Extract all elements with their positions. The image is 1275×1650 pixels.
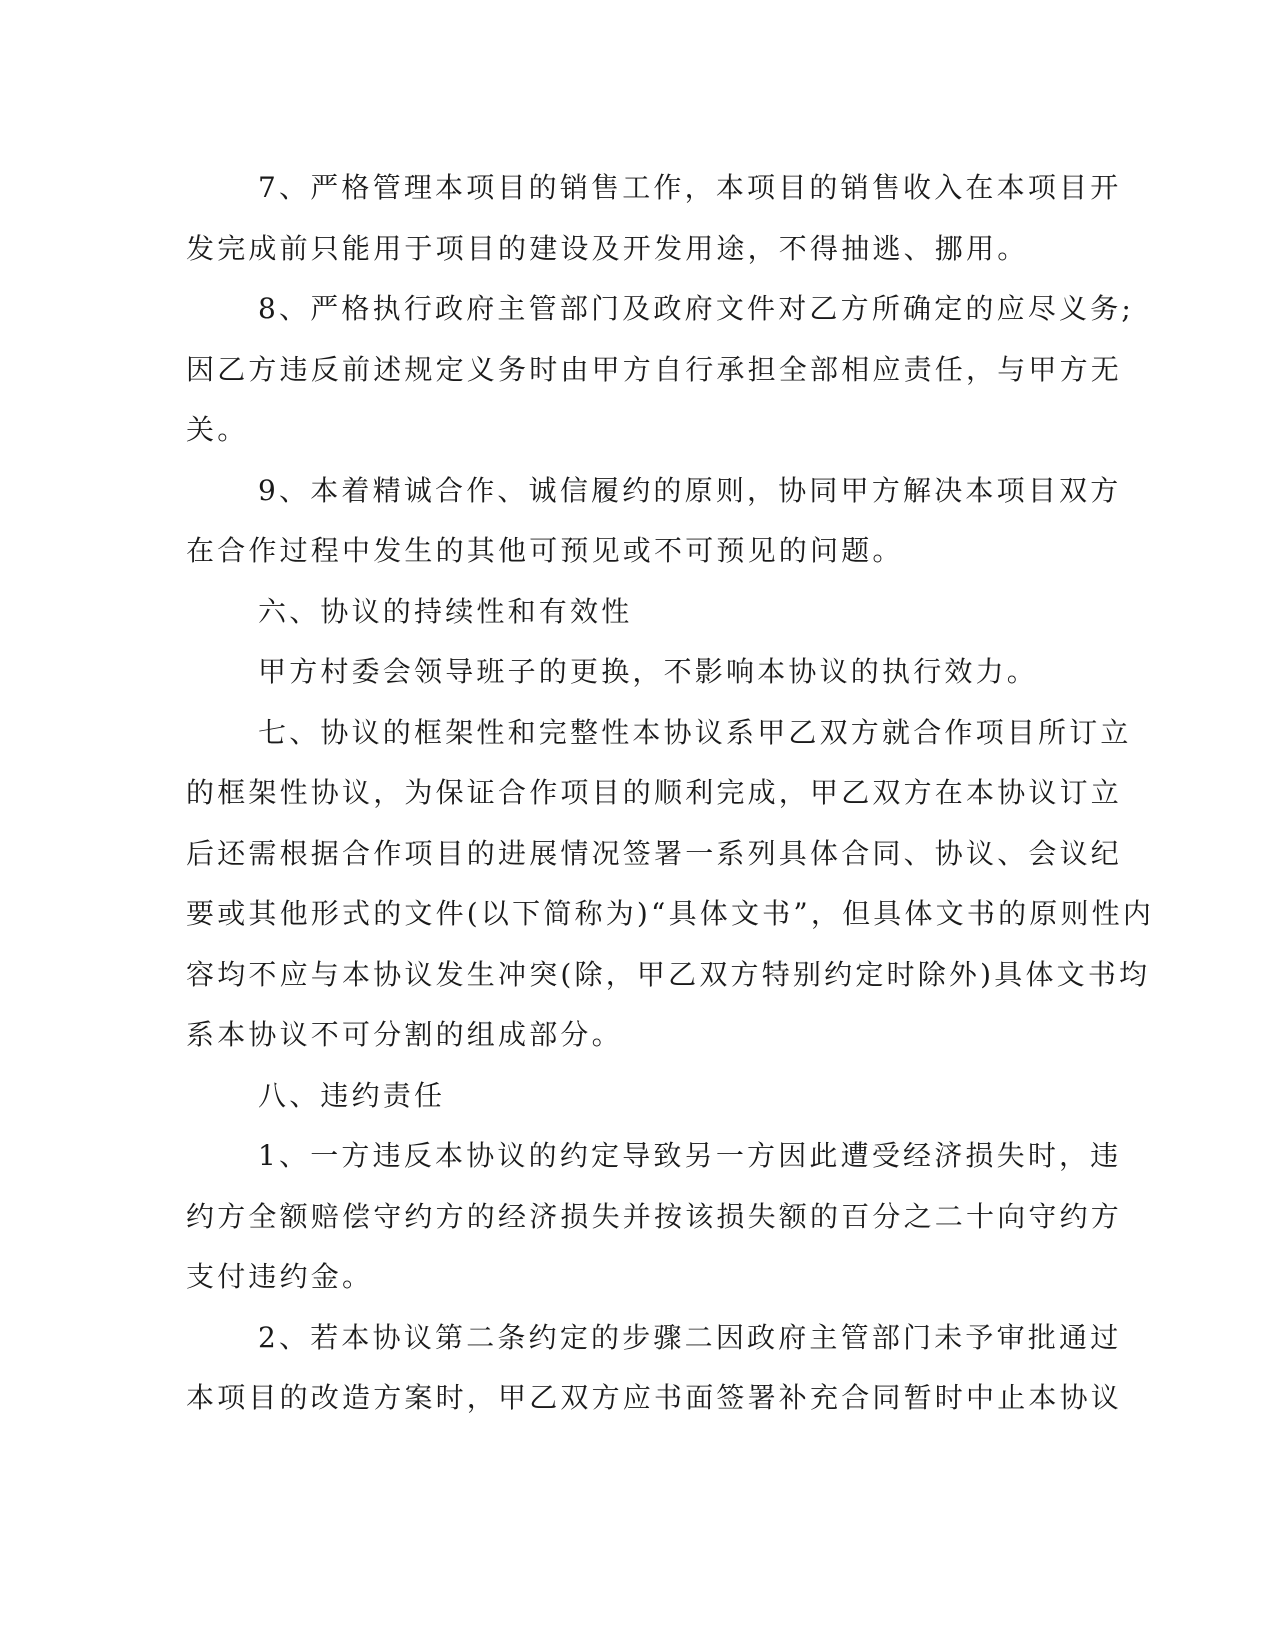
section-8-heading [186,1066,1062,1127]
section-heading: 八、违约责任 [258,1078,446,1112]
paragraph-item-7 [186,158,1122,279]
paragraph-section-8-item-1 [186,1126,1123,1308]
text-line: 8、严格执行政府主管部门及政府文件对乙方所确定的应尽义务; [258,292,1135,325]
text-line: 系本协议不可分割的组成部分。 [186,1018,623,1051]
document-body [186,158,1155,1429]
section-heading: 六、协议的持续性和有效性 [258,594,633,628]
text-line: 发完成前只能用于项目的建设及开发用途，不得抽逃、挪用。 [186,231,1029,265]
text-line: 1、一方违反本协议的约定导致另一方因此遭受经济损失时，违 [258,1139,1122,1172]
text-line: 关。 [186,413,249,446]
text-line: 在合作过程中发生的其他可预见或不可预见的问题。 [186,534,904,567]
text-line: 本项目的改造方案时，甲乙双方应书面签署补充合同暂时中止本协议 [186,1381,1123,1414]
paragraph-section-7 [186,703,1155,1066]
paragraph-section-6-body [186,642,1062,703]
text-line: 支付违约金。 [186,1260,374,1293]
text-line: 的框架性协议，为保证合作项目的顺利完成，甲乙双方在本协议订立 [186,776,1123,809]
text-line: 约方全额赔偿守约方的经济损失并按该损失额的百分之二十向守约方 [186,1199,1123,1233]
text-line: 七、协议的框架性和完整性本协议系甲乙双方就合作项目所订立 [258,715,1132,749]
section-6-heading [186,582,1062,643]
text-line: 后还需根据合作项目的进展情况签署一系列具体合同、协议、会议纪 [186,836,1123,870]
text-line: 7、严格管理本项目的销售工作，本项目的销售收入在本项目开 [258,171,1122,204]
text-line: 要或其他形式的文件(以下简称为)“具体文书”，但具体文书的原则性内 [186,897,1155,930]
text-line: 9、本着精诚合作、诚信履约的原则，协同甲方解决本项目双方 [258,473,1122,507]
paragraph-item-9 [186,461,1122,582]
text-line: 甲方村委会领导班子的更换，不影响本协议的执行效力。 [258,655,1039,688]
paragraph-item-8 [186,279,1135,461]
text-line: 因乙方违反前述规定义务时由甲方自行承担全部相应责任，与甲方无 [186,352,1123,386]
text-line: 容均不应与本协议发生冲突(除，甲乙双方特别约定时除外)具体文书均 [186,957,1151,991]
paragraph-section-8-item-2 [186,1308,1123,1429]
text-line: 2、若本协议第二条约定的步骤二因政府主管部门未予审批通过 [258,1320,1122,1354]
